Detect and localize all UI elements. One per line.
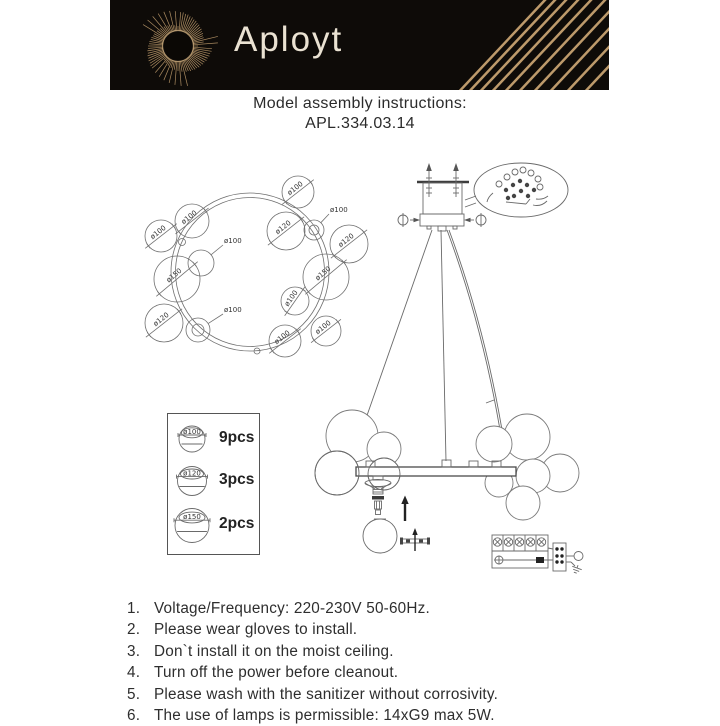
mount-screw-icon bbox=[426, 163, 432, 197]
item-number: 2. bbox=[127, 621, 141, 639]
part-count: 2pcs bbox=[219, 515, 255, 532]
item-text: Voltage/Frequency: 220-230V 50-60Hz. bbox=[154, 600, 430, 617]
part-count: 3pcs bbox=[219, 471, 255, 488]
legend-row bbox=[170, 418, 254, 458]
lamp-symbols bbox=[493, 538, 545, 546]
sphere-120-icon bbox=[170, 460, 214, 500]
instruction-item bbox=[127, 684, 607, 705]
svg-text:ø100: ø100 bbox=[224, 237, 242, 245]
svg-text:ø100: ø100 bbox=[148, 223, 168, 242]
terminal-block bbox=[553, 543, 566, 571]
instruction-item bbox=[127, 662, 607, 683]
svg-text:ø100: ø100 bbox=[282, 288, 300, 308]
item-number: 5. bbox=[127, 685, 141, 703]
svg-text:ø100: ø100 bbox=[313, 318, 333, 337]
svg-text:ø150: ø150 bbox=[164, 266, 184, 285]
svg-text:ø150: ø150 bbox=[183, 513, 201, 521]
item-text: Please wear gloves to install. bbox=[154, 621, 358, 639]
legend-row bbox=[170, 504, 254, 544]
side-view-diagram bbox=[315, 163, 583, 574]
svg-text:ø100: ø100 bbox=[330, 206, 348, 214]
item-number: 6. bbox=[127, 707, 141, 725]
instruction-item bbox=[127, 619, 607, 640]
svg-text:ø120: ø120 bbox=[183, 469, 201, 478]
svg-text:ø120: ø120 bbox=[151, 310, 171, 329]
svg-text:ø150: ø150 bbox=[313, 264, 333, 283]
svg-text:ø100: ø100 bbox=[285, 179, 305, 198]
globe-mount-detail bbox=[363, 519, 430, 553]
part-count: 9pcs bbox=[219, 429, 255, 446]
sphere-150-icon bbox=[170, 504, 214, 544]
brand-name: Aployt bbox=[234, 20, 344, 59]
model-code: APL.334.03.14 bbox=[305, 115, 415, 132]
svg-text:ø120: ø120 bbox=[336, 231, 356, 250]
instruction-item bbox=[127, 598, 607, 619]
item-text: The use of lamps is permissible: 14xG9 max 5W. bbox=[154, 707, 495, 725]
glass-spheres bbox=[315, 410, 579, 520]
side-screw-icon bbox=[398, 213, 420, 227]
page-title: Model assembly instructions: bbox=[253, 95, 467, 112]
svg-text:ø100: ø100 bbox=[179, 208, 199, 227]
wiring-diagram bbox=[492, 535, 583, 574]
svg-text:ø100: ø100 bbox=[272, 328, 292, 347]
instruction-item bbox=[127, 641, 607, 662]
mount-screw-icon bbox=[453, 163, 459, 197]
suspension-cables bbox=[357, 230, 504, 461]
insert-up-arrow-icon bbox=[401, 496, 408, 522]
side-screw-icon bbox=[464, 213, 486, 227]
screws-and-nuts-icon bbox=[487, 167, 548, 206]
item-number: 4. bbox=[127, 664, 141, 682]
item-number: 3. bbox=[127, 642, 141, 660]
earth-symbol-icon bbox=[571, 563, 583, 574]
ground-symbol-icon bbox=[494, 556, 504, 565]
item-number: 1. bbox=[127, 600, 141, 617]
parts-legend bbox=[167, 413, 260, 555]
top-view-diagram bbox=[140, 173, 369, 357]
hardware-detail-bubble bbox=[465, 163, 568, 217]
sphere-100-icon bbox=[170, 418, 214, 458]
svg-text:ø100: ø100 bbox=[224, 306, 242, 314]
collar-up-arrow-icon bbox=[412, 528, 417, 551]
svg-text:ø120: ø120 bbox=[273, 218, 293, 237]
instructions-list bbox=[127, 598, 607, 726]
item-text: Turn off the power before cleanout. bbox=[154, 664, 399, 682]
svg-text:ø100: ø100 bbox=[183, 427, 201, 436]
legend-row bbox=[170, 460, 254, 500]
instruction-item bbox=[127, 705, 607, 726]
item-text: Don`t install it on the moist ceiling. bbox=[154, 642, 394, 660]
item-text: Please wash with the sanitizer without corrosivity. bbox=[154, 685, 499, 703]
